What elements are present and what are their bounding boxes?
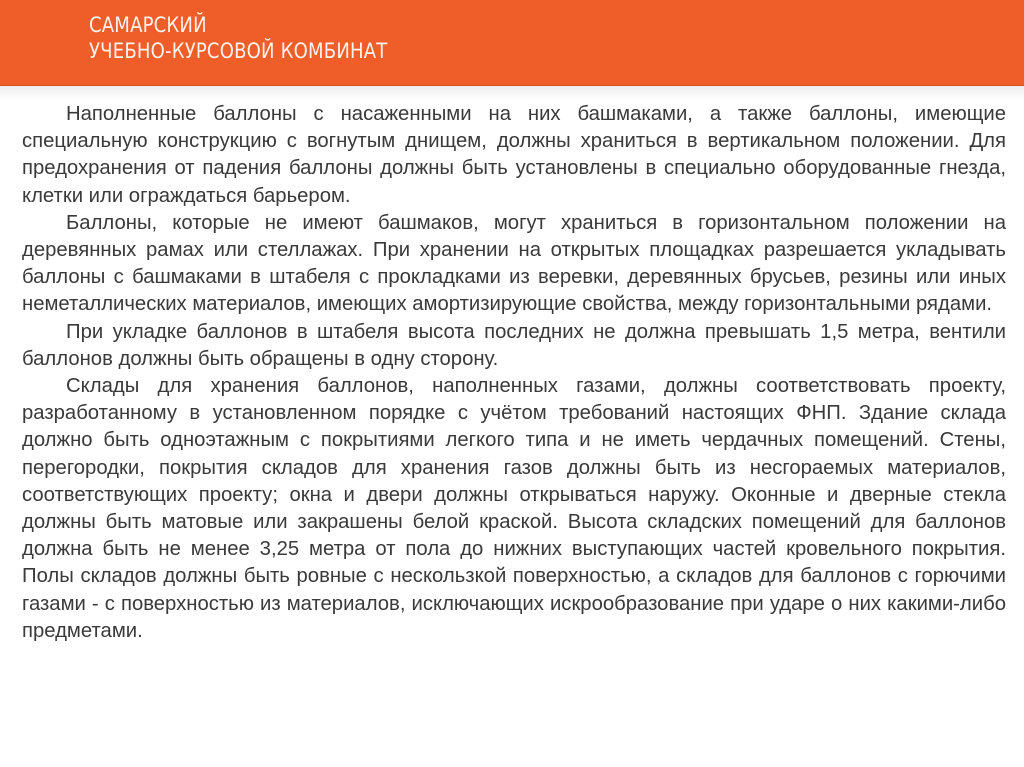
organization-logo-text (89, 12, 388, 64)
paragraph-stack-height: При укладке баллонов в штабеля высота последних не должна превышать 1,5 метра, вентили баллонов должны быть обращены в одну сторону. (22, 320, 1006, 370)
document-body (22, 101, 1006, 645)
paragraph-warehouse-requirements: Склады для хранения баллонов, наполненных газами, должны соответствовать проекту, разработанному в установленном порядке с учётом требований настоящих ФНП. Здание склада должно быть одноэтажным с покрытиями легкого типа и не иметь чердачных помещений. Стены, перегородки, покрытия складов для хранения газов должны быть из несгораемых материалов, соответствующих проекту; окна и двери должны открываться наружу. Оконные и дверные стекла должны быть матовые или закрашены белой краской. Высота складских помещений для баллонов должна быть не менее 3,25 метра от пола до нижних выступающих частей кровельного покрытия. Полы складов должны быть ровные с нескользкой поверхностью, а складов для баллонов с горючими газами - с поверхностью из материалов, исключающих искрообразование при ударе о них какими-либо предметами. (22, 375, 1006, 642)
header-shadow (0, 86, 1024, 100)
organization-name-line2: УЧЕБНО-КУРСОВОЙ КОМБИНАТ (89, 39, 388, 63)
header-banner (0, 0, 1024, 86)
paragraph-cylinder-horizontal-storage: Баллоны, которые не имеют башмаков, могут храниться в горизонтальном положении на деревянных рамах или стеллажах. При хранении на открытых площадках разрешается укладывать баллоны с башмаками в штабеля с прокладками из веревки, деревянных брусьев, резины или иных неметаллических материалов, имеющих амортизирующие свойства, между горизонтальными рядами. (22, 211, 1006, 316)
paragraph-cylinder-vertical-storage: Наполненные баллоны с насаженными на них башмаками, а также баллоны, имеющие специальную конструкцию с вогнутым днищем, должны храниться в вертикальном положении. Для предохранения от падения баллоны должны быть установлены в специально оборудованные гнезда, клетки или ограждаться барьером. (22, 103, 1006, 207)
organization-name-line1: САМАРСКИЙ (89, 13, 207, 37)
